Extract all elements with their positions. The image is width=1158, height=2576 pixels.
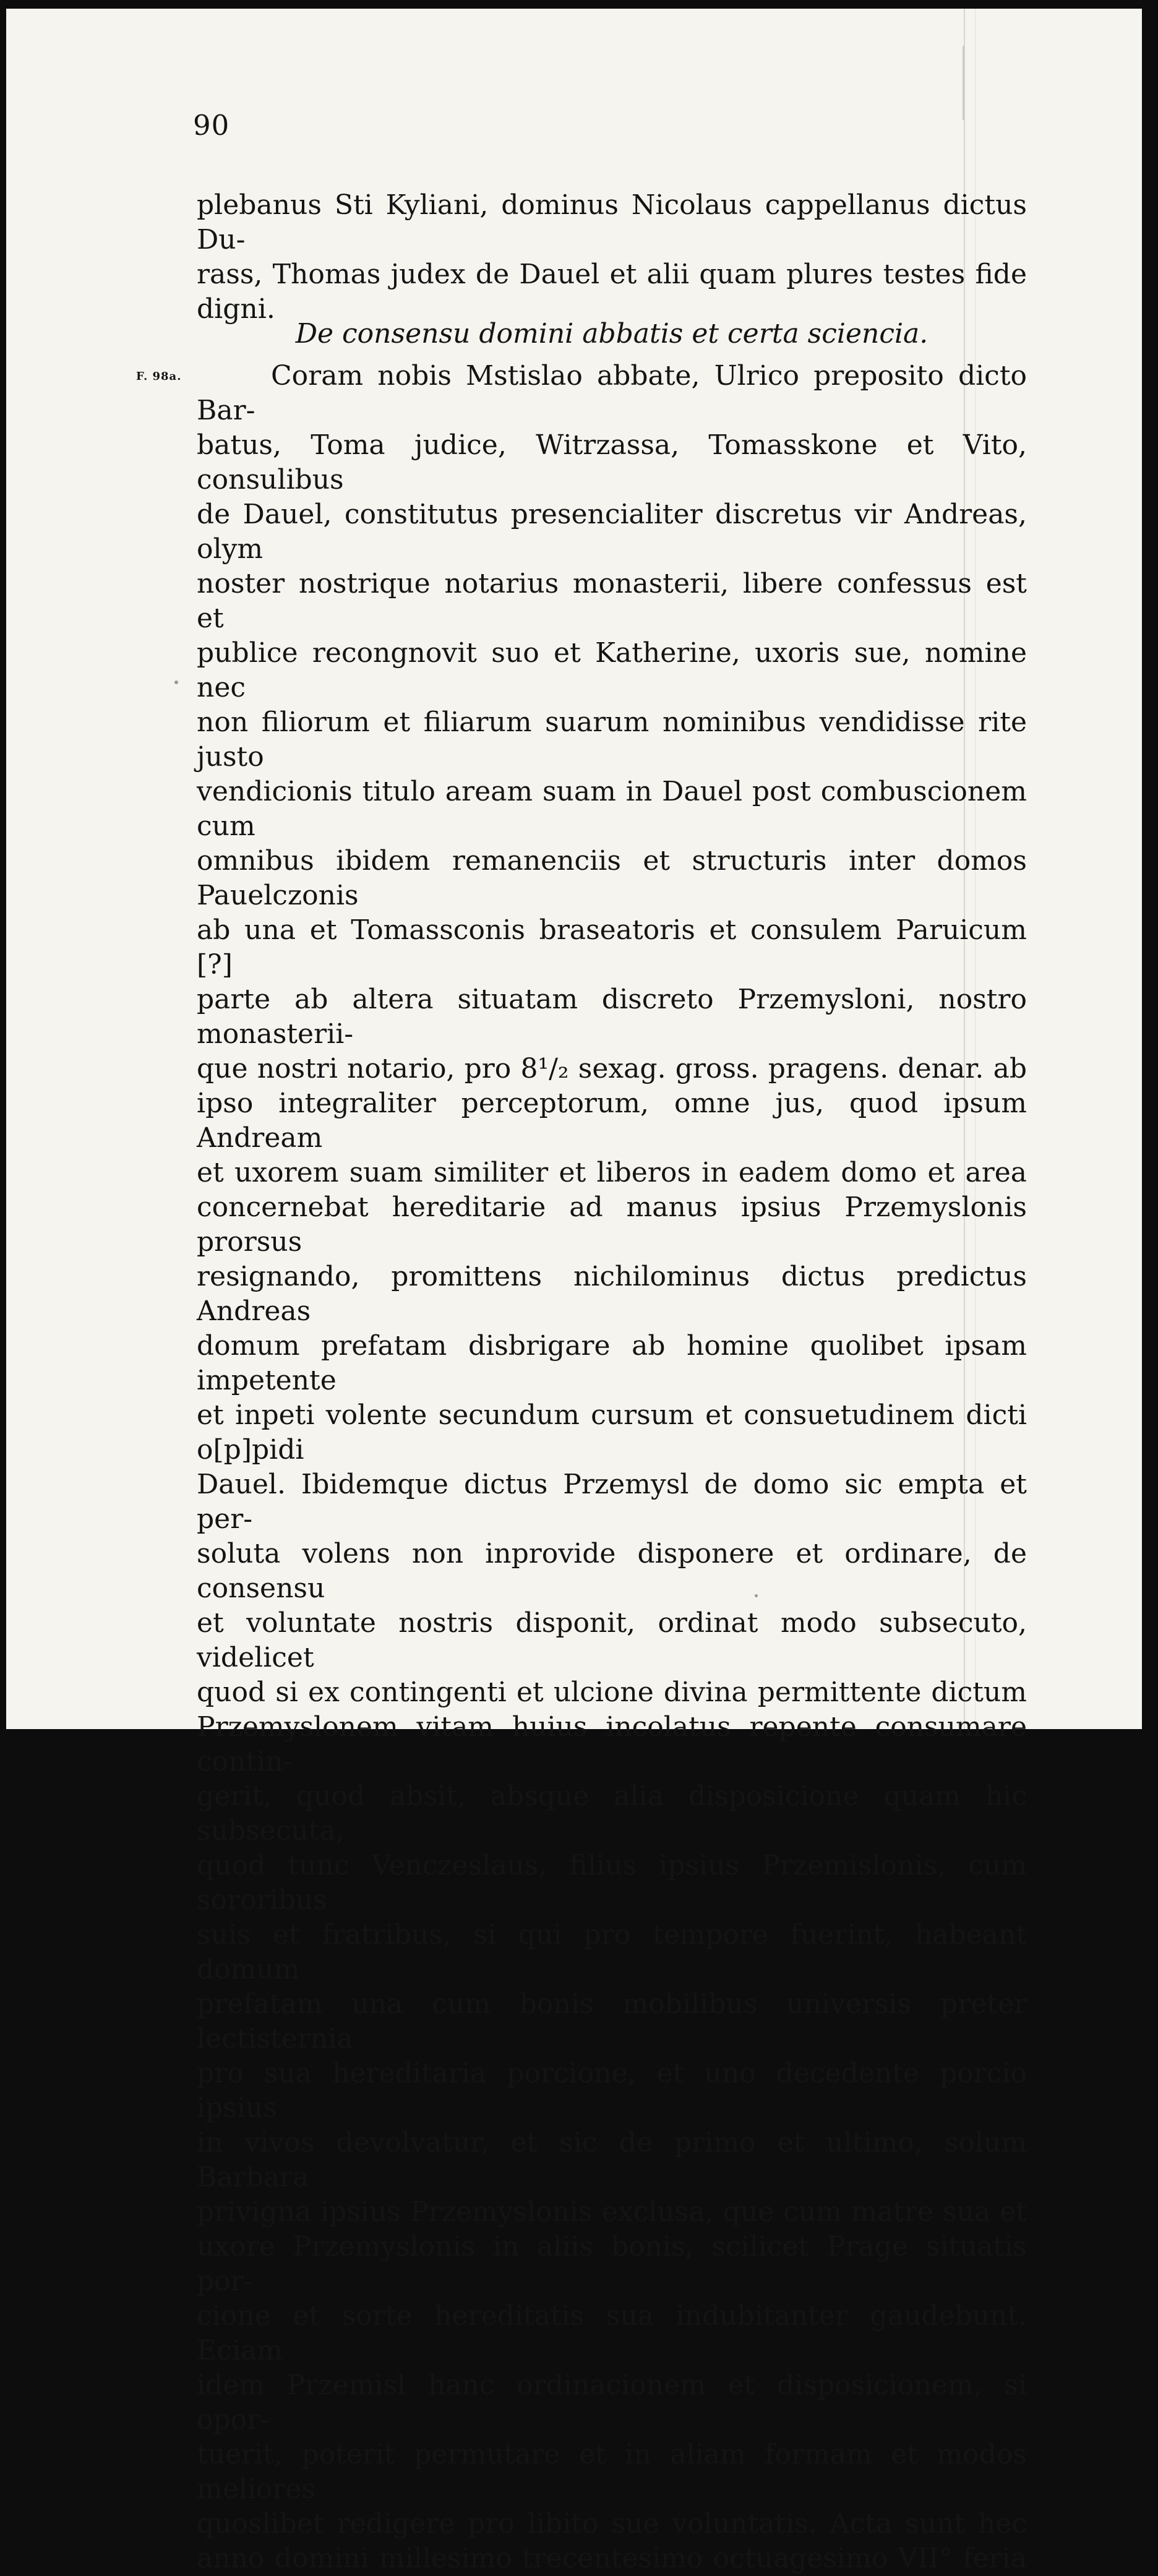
text-line: ipso integraliter perceptorum, omne jus, quod ipsum Andream [197, 1088, 1027, 1154]
text-line: tuerit, poterit permutare et in aliam formam et modos meliores [197, 2439, 1027, 2505]
folio-margin-reference: F. 98a. [136, 370, 182, 383]
body-paragraph [197, 359, 1027, 2576]
text-line: Przemyslonem vitam huius incolatus repente consumare contin- [197, 1711, 1027, 1777]
text-line: noster nostrique notarius monasterii, libere confessus est et [197, 568, 1027, 634]
text-line: que nostri notario, pro 8¹/₂ sexag. gross. pragens. denar. ab [197, 1053, 1027, 1084]
intro-paragraph [197, 188, 1027, 327]
text-line: quoslibet redigere pro libito sue voluntatis. Acta sunt hec [197, 2508, 1027, 2540]
text-line: Dauel. Ibidemque dictus Przemysl de domo sic empta et per- [197, 1469, 1027, 1535]
text-line: publice recongnovit suo et Katherine, uxoris sue, nomine nec [197, 637, 1027, 703]
text-line: batus, Toma judice, Witrzassa, Tomasskone et Vito, consulibus [197, 429, 1027, 496]
text-line: et uxorem suam similiter et liberos in eadem domo et area [197, 1157, 1027, 1188]
scan-artifact [963, 46, 964, 120]
text-line: cione et sorte hereditatis sua indubitanter gaudebunt. Eciam [197, 2300, 1027, 2366]
scan-artifact [755, 1594, 758, 1597]
text-line: rass, Thomas judex de Dauel et alii quam plures testes fide [197, 259, 1027, 290]
text-line: concernebat hereditarie ad manus ipsius Przemyslonis prorsus [197, 1191, 1027, 1258]
text-line: ab una et Tomassconis braseatoris et consulem Paruicum [?] [197, 914, 1027, 981]
text-line: in vivos devolvatur, et sic de primo et ultimo, solum Barbara [197, 2127, 1027, 2193]
text-line: de Dauel, constitutus presencialiter discretus vir Andreas, olym [197, 499, 1027, 565]
text-line: et voluntate nostris disponit, ordinat modo subsecuto, videlicet [197, 1607, 1027, 1673]
text-line: gerit, quod absit, absque alia disposicione quam hic subsecuta, [197, 1780, 1027, 1847]
text-line: omnibus ibidem remanenciis et structuris inter domos Pauelczonis [197, 845, 1027, 911]
text-line: privigna ipsius Przemyslonis exclusa, que cum matre sua et [197, 2196, 1027, 2228]
text-line: vendicionis titulo aream suam in Dauel post combuscionem cum [197, 776, 1027, 842]
text-line: plebanus Sti Kyliani, dominus Nicolaus cappellanus dictus Du- [197, 189, 1027, 255]
text-line: suis et fratribus, si qui pro tempore fuerint, habeant domum [197, 1919, 1027, 1985]
text-line: idem Przemisl hanc ordinacionem et disposicionem, si opor- [197, 2369, 1027, 2436]
text-line: Coram nobis Mstislao abbate, Ulrico preposito dicto Bar- [197, 360, 1027, 426]
scan-artifact [174, 680, 178, 684]
text-line: prefatam una cum bonis mobilibus universis preter lectisternia [197, 1988, 1027, 2054]
text-line: anno domini millesimo trecentesimo octuagesimo VII° feria [197, 2543, 1027, 2574]
text-line: resignando, promittens nichilominus dictus predictus Andreas [197, 1261, 1027, 1327]
text-line: et inpeti volente secundum cursum et consuetudinem dicti o[p]pidi [197, 1399, 1027, 1466]
text-line: pro sua hereditaria porcione, et uno decedente porcio ipsius [197, 2058, 1027, 2124]
text-line: domum prefatam disbrigare ab homine quolibet ipsam impetente [197, 1330, 1027, 1396]
text-line: uxore Przemyslonis in aliis bonis, scilicet Prage situatis por- [197, 2231, 1027, 2297]
text-line: digni. [197, 293, 275, 325]
text-line: quod si ex contingenti et ulcione divina permittente dictum [197, 1677, 1027, 1708]
text-line: parte ab altera situatam discreto Przemysloni, nostro monasterii- [197, 984, 1027, 1050]
book-page [6, 9, 1142, 2574]
text-line: soluta volens non inprovide disponere et ordinare, de consensu [197, 1538, 1027, 1604]
text-line: quod tunc Venczeslaus, filius ipsius Przemislonis, cum sororibus [197, 1850, 1027, 1916]
text-line: non filiorum et filiarum suarum nominibus vendidisse rite justo [197, 706, 1027, 773]
section-heading: De consensu domini abbatis et certa sciencia. [295, 318, 929, 350]
page-number: 90 [193, 109, 230, 142]
